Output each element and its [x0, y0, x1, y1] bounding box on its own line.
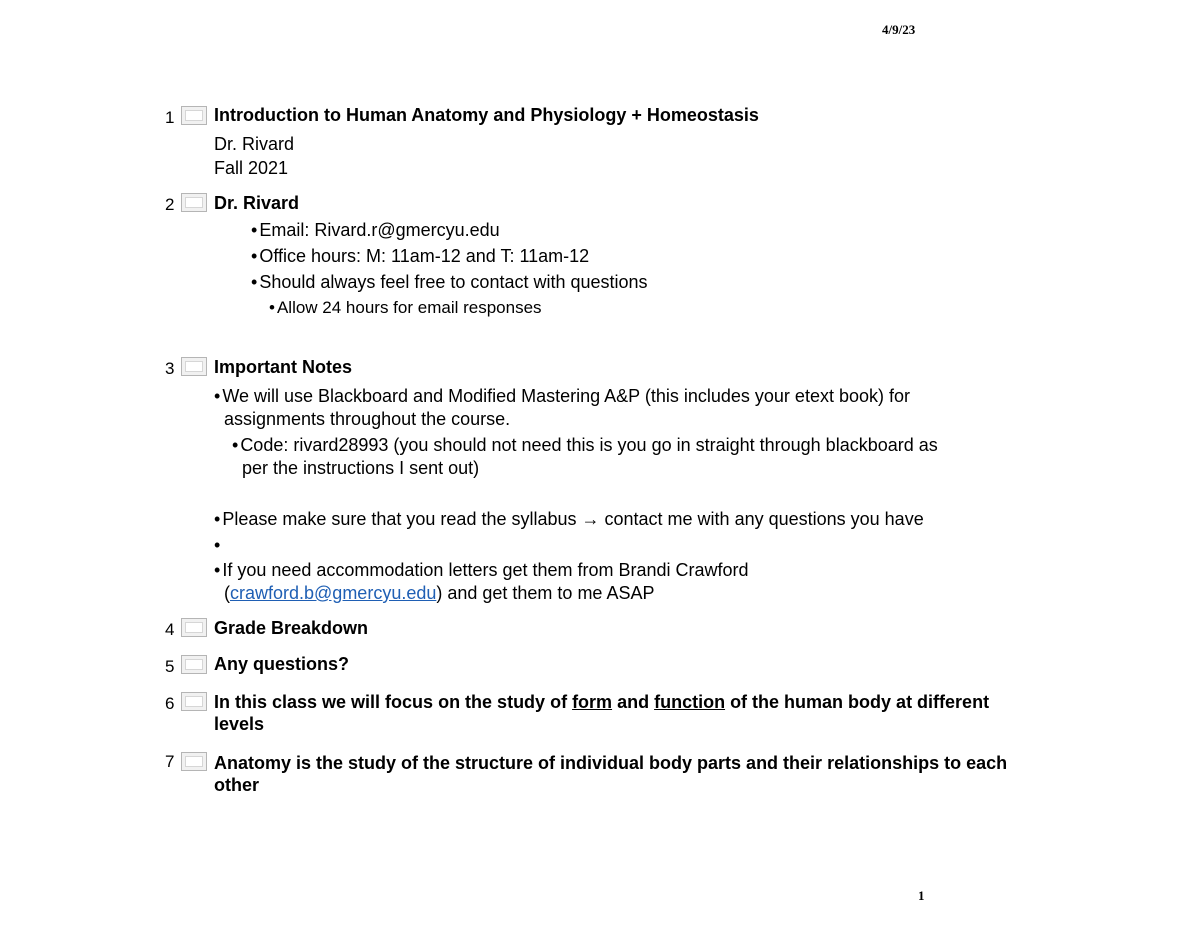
slide-thumbnail[interactable] — [181, 752, 207, 771]
bullet-icon: • — [214, 386, 221, 406]
list-item — [251, 245, 589, 268]
blackboard-text: We will use Blackboard and Modified Mastering A&P (this includes your etext book) for — [222, 386, 910, 406]
email-text: Email: Rivard.r@gmercyu.edu — [259, 220, 500, 240]
slide-title: Dr. Rivard — [214, 193, 300, 213]
list-item — [232, 434, 938, 457]
slide-title: Introduction to Human Anatomy and Physiology + Homeostasis — [214, 105, 759, 125]
slide-thumbnail[interactable] — [181, 106, 207, 125]
code-text-cont: per the instructions I sent out) — [242, 458, 480, 478]
syllabus-text: Please make sure that you read the syllabus — [222, 509, 582, 529]
slide-thumbnail[interactable] — [181, 655, 207, 674]
code-text: Code: rivard28993 (you should not need this is you go in straight through blackboard as — [240, 435, 938, 455]
title-part: of the human body at different levels — [214, 692, 990, 734]
accommodation-text-cont — [224, 582, 654, 605]
page-number: 1 — [918, 888, 925, 903]
bullet-icon: • — [214, 560, 221, 580]
slide-number: 1 — [165, 108, 175, 127]
term-line: Fall 2021 — [214, 158, 289, 178]
accommodation-text-post: ) and get them to me ASAP — [436, 583, 655, 603]
bullet-icon: • — [251, 246, 258, 266]
slide-number: 6 — [165, 694, 175, 713]
bullet-icon: • — [251, 220, 258, 240]
slide-number: 7 — [165, 752, 175, 771]
slide-title: Important Notes — [214, 357, 353, 377]
arrow-icon: → — [581, 509, 600, 529]
instructor-line: Dr. Rivard — [214, 134, 295, 154]
bullet-icon: • — [251, 272, 258, 292]
slide-number: 4 — [165, 620, 175, 639]
slide-title — [214, 691, 1044, 735]
slide-thumbnail[interactable] — [181, 357, 207, 376]
bullet-icon: • — [232, 435, 239, 455]
function-term: function — [654, 692, 726, 712]
bullet-icon: • — [214, 509, 221, 529]
list-item — [214, 508, 924, 531]
syllabus-text-post: contact me with any questions you have — [599, 509, 924, 529]
slide-thumbnail[interactable] — [181, 193, 207, 212]
paren-open: ( — [224, 583, 230, 603]
crawford-email-link[interactable]: crawford.b@gmercyu.edu — [230, 583, 437, 603]
contact-text: Should always feel free to contact with questions — [259, 272, 648, 292]
bullet-icon: • — [269, 298, 275, 317]
form-term: form — [572, 692, 613, 712]
title-part: and — [612, 692, 655, 712]
list-item — [251, 219, 500, 242]
slide-thumbnail[interactable] — [181, 692, 207, 711]
slide-number: 5 — [165, 657, 175, 676]
list-item — [214, 559, 749, 582]
page-date: 4/9/23 — [882, 22, 916, 37]
office-hours-text: Office hours: M: 11am-12 and T: 11am-12 — [259, 246, 590, 266]
accommodation-text: If you need accommodation letters get them from Brandi Crawford — [222, 560, 749, 580]
bullet-icon: • — [214, 535, 221, 555]
list-item — [214, 534, 222, 557]
list-item — [269, 296, 542, 319]
slide-thumbnail[interactable] — [181, 618, 207, 637]
slide-number: 2 — [165, 195, 175, 214]
list-item — [251, 271, 648, 294]
slide-number: 3 — [165, 359, 175, 378]
title-part: In this class we will focus on the study of — [214, 692, 573, 712]
slide-title: Any questions? — [214, 654, 350, 674]
slide-title: Anatomy is the study of the structure of individual body parts and their relationships to each other — [214, 753, 1008, 795]
list-item — [214, 385, 910, 408]
email-response-text: Allow 24 hours for email responses — [276, 298, 542, 317]
blackboard-text-cont: assignments throughout the course. — [224, 409, 511, 429]
slide-title: Grade Breakdown — [214, 618, 369, 638]
